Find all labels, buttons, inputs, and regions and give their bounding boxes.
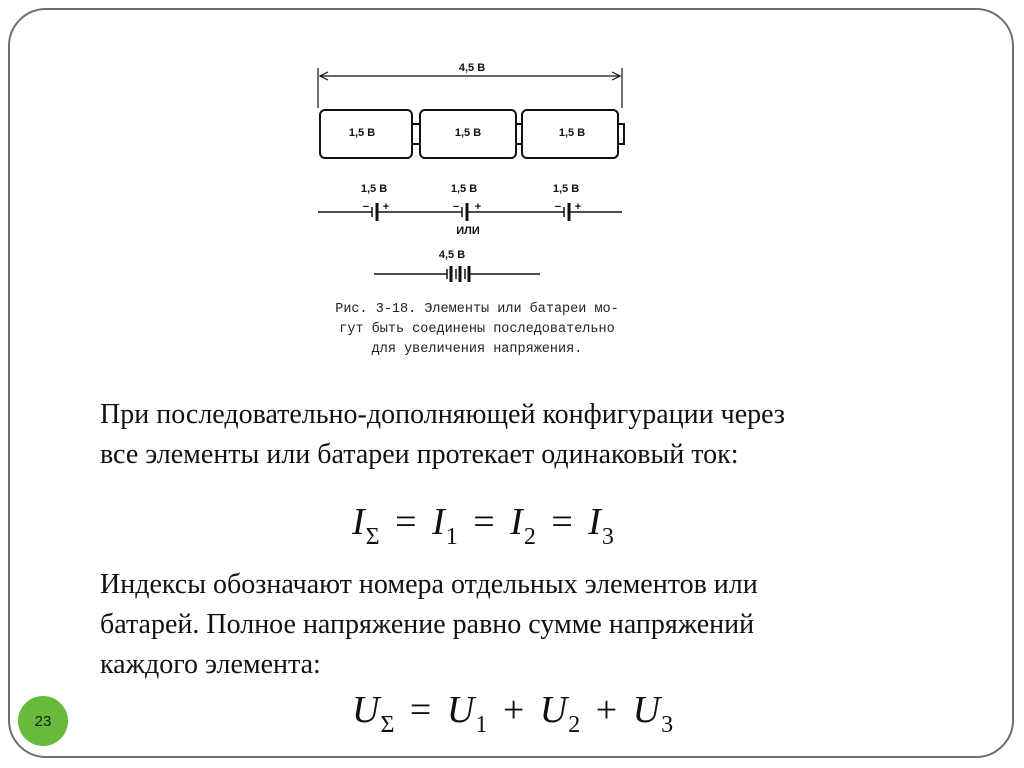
page-number: 23 <box>34 712 52 730</box>
voltage-1-subscript: 1 <box>475 712 488 738</box>
caption-line-3: для увеличения напряжения. <box>371 342 583 357</box>
current-total-subscript: Σ <box>365 524 380 550</box>
paragraph-current <box>100 395 785 475</box>
minus-sign-2: − <box>452 201 460 213</box>
paragraph-current-line-2: все элементы или батареи протекает одинаковый ток: <box>100 439 739 470</box>
or-label: ИЛИ <box>456 225 480 237</box>
paragraph-voltage-line-2: батарей. Полное напряжение равно сумме напряжений <box>100 609 755 640</box>
equivalent-battery-symbol <box>374 266 540 282</box>
minus-sign-3: − <box>554 201 562 213</box>
voltage-2-symbol: U <box>539 689 568 731</box>
voltage-equation <box>352 688 673 739</box>
symbol-label-1: 1,5 В <box>360 183 388 195</box>
symbol-label-2: 1,5 В <box>450 183 478 195</box>
plus-sign-1: + <box>382 201 390 213</box>
total-voltage-label: 4,5 В <box>458 62 486 74</box>
voltage-3-symbol: U <box>632 689 661 731</box>
current-2-symbol: I <box>510 501 523 543</box>
plus-sign: + <box>595 689 618 731</box>
paragraph-voltage-line-3: каждого элемента: <box>100 649 321 680</box>
paragraph-voltage-line-1: Индексы обозначают номера отдельных элементов или <box>100 569 758 600</box>
equals-sign: = <box>409 689 432 731</box>
paragraph-voltage <box>100 565 758 685</box>
figure-svg <box>300 50 650 310</box>
current-total-symbol: I <box>352 501 365 543</box>
cell-label-1: 1,5 В <box>348 127 376 139</box>
battery-terminal-1 <box>412 124 420 144</box>
page-number-badge <box>18 696 68 746</box>
caption-line-2: гут быть соединены последовательно <box>339 322 615 337</box>
cell-label-3: 1,5 В <box>558 127 586 139</box>
equals-sign: = <box>473 501 495 543</box>
voltage-total-symbol: U <box>352 689 380 731</box>
voltage-1-symbol: U <box>446 689 475 731</box>
caption-line-1: Рис. 3-18. Элементы или батареи мо- <box>335 302 619 317</box>
figure-caption <box>312 300 642 360</box>
current-3-subscript: 3 <box>601 524 614 550</box>
voltage-2-subscript: 2 <box>568 712 581 738</box>
voltage-3-subscript: 3 <box>661 712 674 738</box>
minus-sign-1: − <box>362 201 370 213</box>
current-3-symbol: I <box>588 501 601 543</box>
equals-sign: = <box>395 501 417 543</box>
plus-sign-2: + <box>474 201 482 213</box>
plus-sign: + <box>502 689 525 731</box>
current-2-subscript: 2 <box>523 524 536 550</box>
plus-sign-3: + <box>574 201 582 213</box>
series-batteries-figure <box>300 50 650 310</box>
symbol-label-3: 1,5 В <box>552 183 580 195</box>
current-1-symbol: I <box>432 501 445 543</box>
battery-terminal-3 <box>618 124 624 144</box>
cell-label-2: 1,5 В <box>454 127 482 139</box>
current-1-subscript: 1 <box>445 524 458 550</box>
equivalent-voltage-label: 4,5 В <box>438 249 466 261</box>
voltage-total-subscript: Σ <box>380 712 395 738</box>
equals-sign: = <box>551 501 573 543</box>
current-equation <box>352 500 614 551</box>
paragraph-current-line-1: При последовательно-дополняющей конфигурации через <box>100 399 785 430</box>
